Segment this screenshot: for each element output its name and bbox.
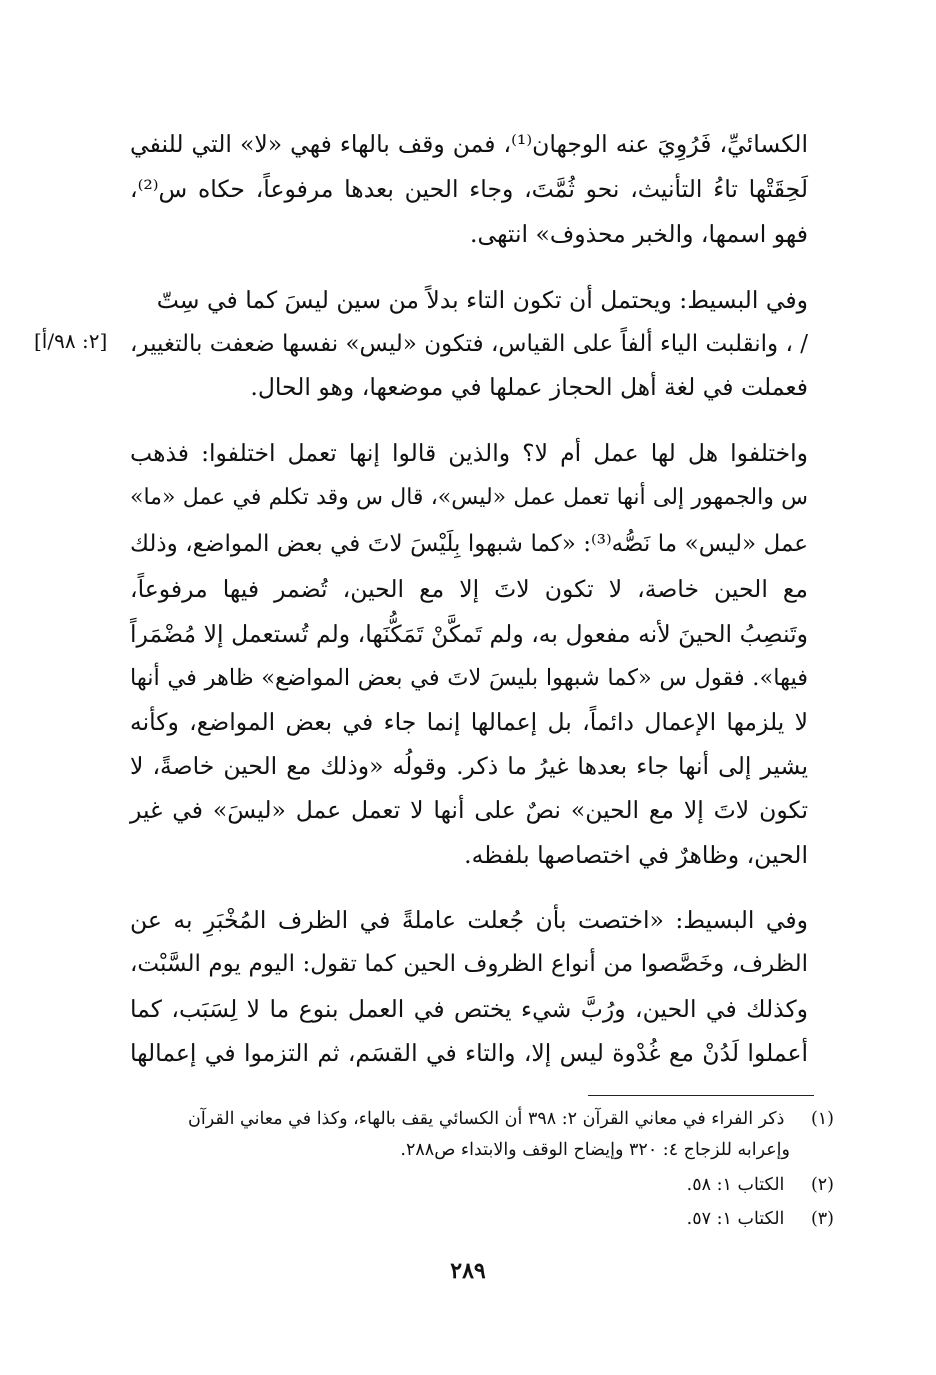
text-line: واختلفوا هل لها عمل أم لا؟ والذين قالوا إنها تعمل اختلفوا: فذهب [130,439,808,467]
text-line: مع الحين خاصة، لا تكون لاتَ إلا مع الحين، تُضمر فيها مرفوعاً، [130,575,808,603]
text-line: يشير إلى أنها جاء بعدها غيرُ ما ذكر. وقولُه «وذلك مع الحين خاصةً، لا [130,752,808,780]
footnote-number: (٢) [810,1175,834,1195]
text-line: لا يلزمها الإعمال دائماً، بل إعمالها إنما جاء في بعض المواضع، وكأنه [130,708,808,736]
text-line: أعملوا لَدُنْ مع غُدْوة ليس إلا، والتاء في القسَم، ثم التزموا في إعمالها [130,1039,808,1067]
text-line: تكون لاتَ إلا مع الحين» نصٌ على أنها لا تعمل عمل «ليسَ» في غير [130,796,808,824]
footnote-2 [687,1172,834,1198]
text-line: وفي البسيط: «اختصت بأن جُعلت عاملةً في الظرف المُخْبَرِ به عن [130,906,808,934]
footnote-number: (٣) [810,1209,834,1229]
footnote-separator [588,1095,814,1096]
text-line: فعملت في لغة أهل الحجاز عملها في موضعها، وهو الحال. [250,373,808,401]
footnote-1-continued [400,1137,790,1163]
text-line: لَحِقَتْها تاءُ التأنيث، نحو ثُمَّتَ، وجاء الحين بعدها مرفوعاً، حكاه س⁽²⁾، [130,175,808,203]
text-line: فهو اسمها، والخبر محذوف» انتهى. [470,220,808,248]
text-line: وفي البسيط: ويحتمل أن تكون التاء بدلاً من سين ليسَ كما في سِتّ [156,286,808,314]
footnote-3 [687,1206,834,1232]
footnote-text: وإعرابه للزجاج ٤: ٣٢٠ وإيضاح الوقف والابتداء ص٢٨٨. [400,1140,790,1160]
footnote-text: الكتاب ١: ٥٨. [686,1175,785,1195]
text-line: / ، وانقلبت الياء ألفاً على القياس، فتكون «ليس» نفسها ضعفت بالتغيير، [130,331,808,357]
text-line: وكذلك في الحين، ورُبَّ شيء يختص في العمل بنوع ما لا لِسَبَب، كما [130,995,808,1023]
text-line: س والجمهور إلى أنها تعمل عمل «ليس»، قال س وقد تكلم في عمل «ما» [130,485,808,510]
text-line: وتَنصِبُ الحينَ لأنه مفعول به، ولم تَمكَّنْ تَمَكُّنَها، ولم تُستعمل إلا مُضْمَراً [130,620,809,648]
footnote-number: (١) [810,1109,834,1129]
text-line: الكسائيِّ، فَرُوِيَ عنه الوجهان⁽¹⁾، فمن وقف بالهاء فهي «لا» التي للنفي [130,130,808,158]
footnote-1 [188,1106,834,1132]
footnote-text: ذكر الفراء في معاني القرآن ٢: ٣٩٨ أن الكسائي يقف بالهاء، وكذا في معاني القرآن [188,1109,785,1129]
page-number: ٢٨٩ [450,1258,486,1284]
text-line: فيها». فقول س «كما شبهوا بليسَ لاتَ في بعض المواضع» ظاهر في أنها [130,665,808,691]
text-line: الظرف، وخَصَّصوا من أنواع الظروف الحين كما تقول: اليوم يوم السَّبْت، [130,951,808,977]
text-line: الحين، وظاهرٌ في اختصاصها بلفظه. [464,841,808,869]
manuscript-folio-reference: [٢: ٩٨/أ] [34,329,108,353]
footnote-text: الكتاب ١: ٥٧. [686,1209,785,1229]
text-line: عمل «ليس» ما نَصُّه⁽³⁾: «كما شبهوا بِلَيْسَ لاتَ في بعض المواضع، وذلك [130,531,808,557]
